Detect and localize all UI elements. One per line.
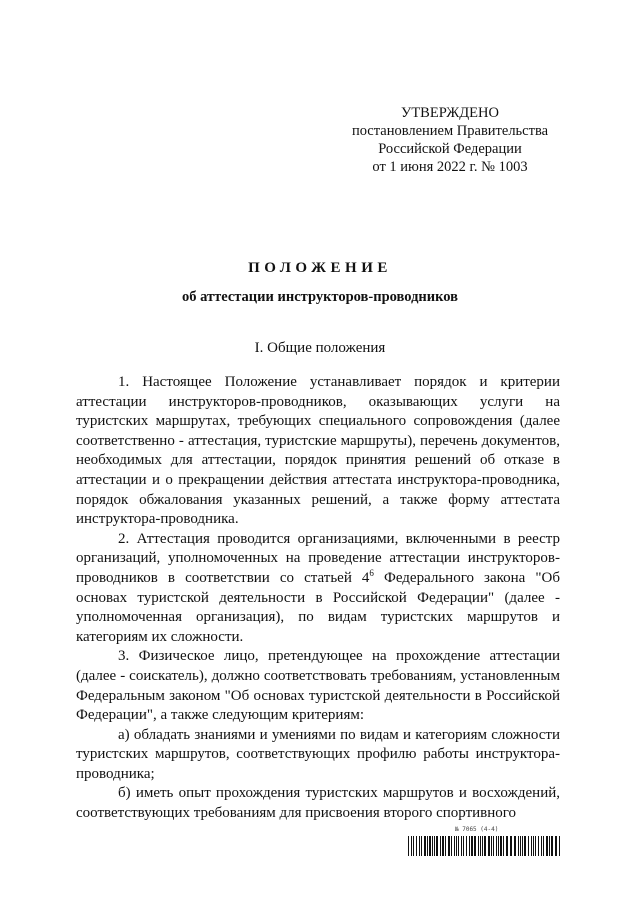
paragraph-3: 3. Физическое лицо, претендующее на прохождение аттестации (далее - соискатель), должно соответствовать требованиям, установленным Федеральным законом "Об основах туристской деятельности в Российской Федерации", а также следующим критериям:: [76, 648, 560, 724]
approval-line-date-number: от 1 июня 2022 г. № 1003: [372, 159, 528, 175]
paragraph-3b: б) иметь опыт прохождения туристских маршрутов и восхождений, соответствующих требованиям для присвоения второго спортивного: [76, 785, 560, 822]
paragraph-2-text-start: 2. Аттестация проводится организациями, включенными в реестр организаций, уполномоченных на проведение аттестации инструкторов-проводников в соответствии со статьей 4: [76, 530, 560, 586]
approval-line-federation: Российской Федерации: [378, 141, 522, 157]
section-heading: I. Общие положения: [254, 340, 386, 356]
paragraph-2: [76, 530, 560, 648]
document-title: ПОЛОЖЕНИЕ: [248, 260, 392, 276]
document-stamp-number: № 7065 (4-4): [455, 826, 499, 833]
approval-block: [345, 104, 555, 176]
barcode-icon: [408, 836, 560, 856]
article-superscript: 6: [369, 567, 374, 578]
paragraph-1: 1. Настоящее Положение устанавливает порядок и критерии аттестации инструкторов-проводников, оказывающих услуги на туристских маршрутах, требующих специального сопровождения (далее соответственно - аттестация, туристские маршруты), перечень документов, необходимых для аттестации, порядок принятия решений об отказе в аттестации и о прекращении действия аттестата инструктора-проводника, порядок обжалования указанных решений, а также форму аттестата инструктора-проводника.: [76, 374, 560, 528]
approval-line-resolution: постановлением Правительства: [351, 123, 549, 139]
document-body: [76, 373, 560, 824]
paragraph-2-text-end: Федерального закона "Об основах туристской деятельности в Российской Федерации" (далее - уполномоченная организация), по видам туристских маршрутов и категориям их сложности.: [76, 569, 560, 645]
document-subtitle: об аттестации инструкторов-проводников: [181, 289, 459, 305]
approval-heading: УТВЕРЖДЕНО: [401, 105, 499, 121]
paragraph-3a: а) обладать знаниями и умениями по видам и категориям сложности туристских маршрутов, соответствующих профилю работы инструктора-проводника;: [76, 726, 560, 782]
